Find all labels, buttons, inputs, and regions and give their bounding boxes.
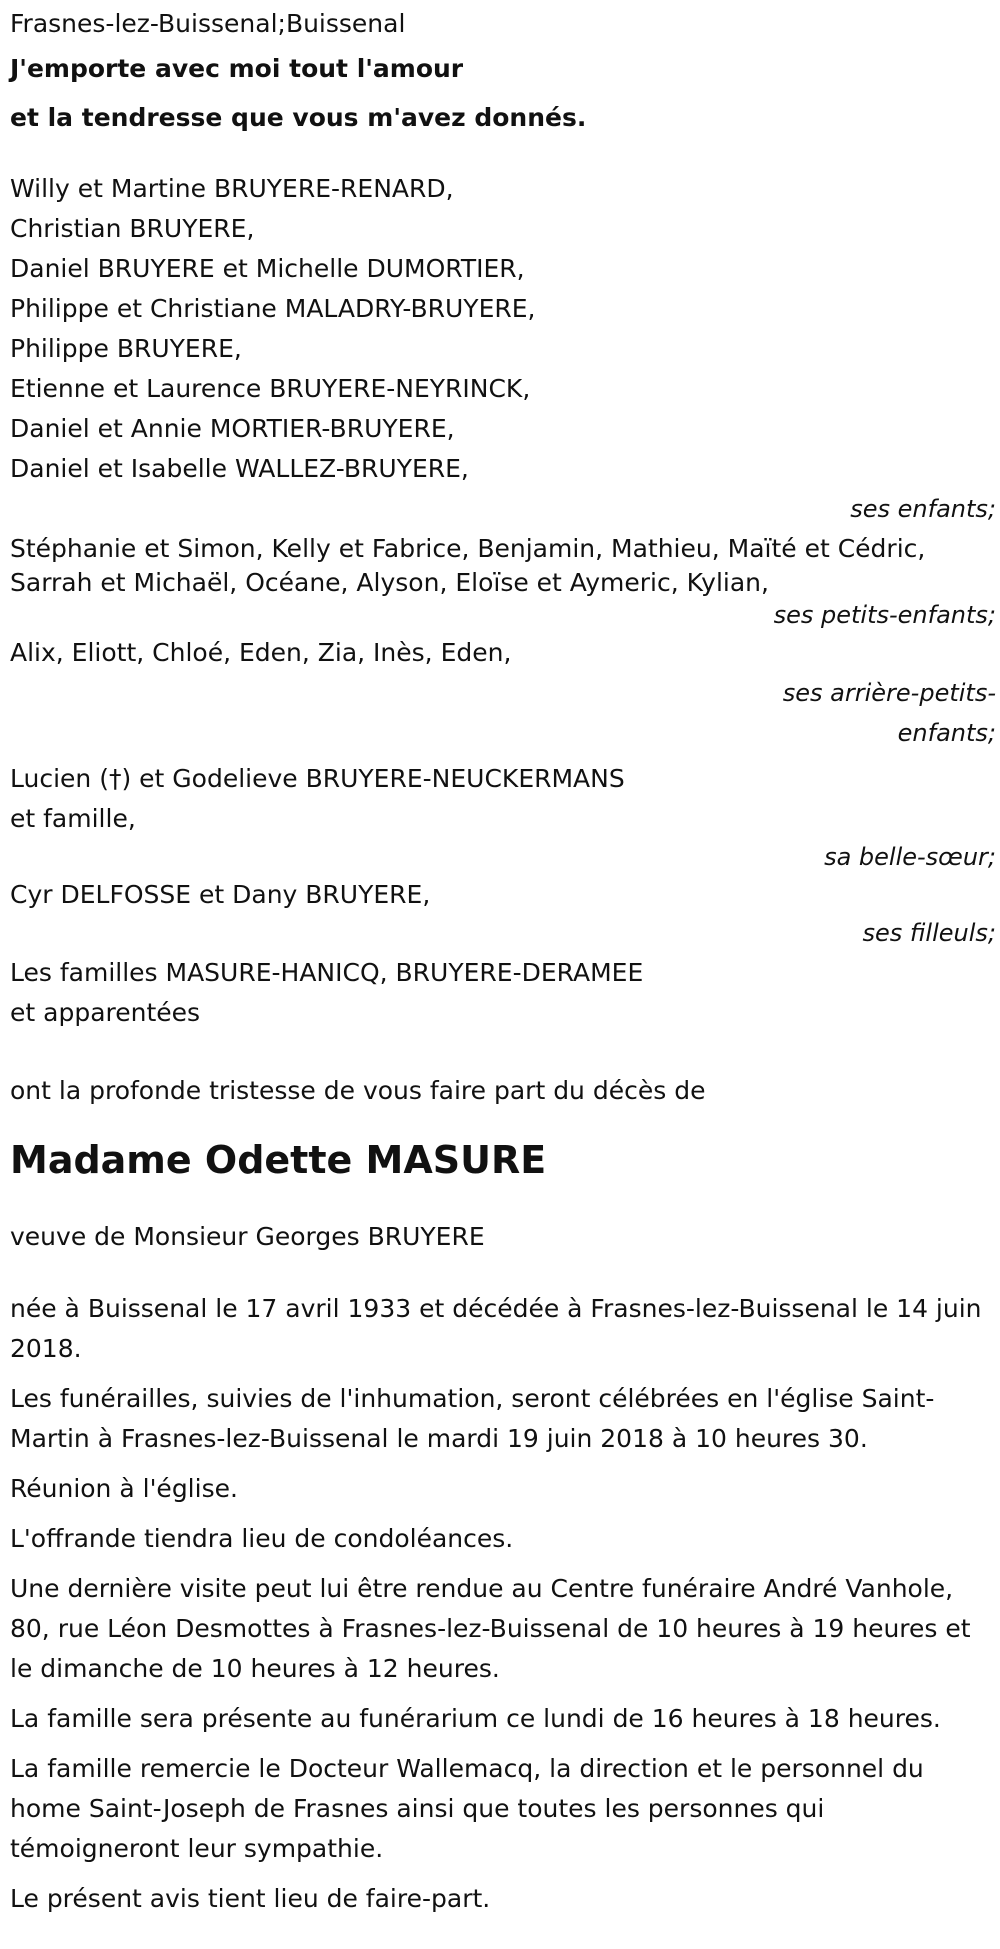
relationship-label: sa belle-sœur; [824,843,996,871]
quote-line-1: J'emporte avec moi tout l'amour [10,54,464,83]
funeral-paragraph: Les funérailles, suivies de l'inhumation, seront célébrées en l'église Saint-Martin à Frasnes-lez-Buissenal le mardi 19 juin 2018 à 10 heures 30. [10,1384,935,1453]
family-member-line: Stéphanie et Simon, Kelly et Fabrice, Benjamin, Mathieu, Maïté et Cédric, [10,534,926,563]
family-member-line: Lucien (†) et Godelieve BRUYERE-NEUCKERMANS [10,764,625,793]
deceased-name: Madame Odette MASURE [10,1138,547,1182]
family-member-line: Alix, Eliott, Chloé, Eden, Zia, Inès, Eden, [10,638,512,667]
relationship-label: ses filleuls; [862,919,996,947]
notice-paragraph: Le présent avis tient lieu de faire-part. [10,1884,491,1913]
offering-paragraph: L'offrande tiendra lieu de condoléances. [10,1524,514,1553]
birth-death-paragraph: née à Buissenal le 17 avril 1933 et décédée à Frasnes-lez-Buissenal le 14 juin 2018. [10,1294,982,1363]
relationship-label: ses petits-enfants; [773,601,996,629]
spacer [10,1033,998,1071]
family-member-line: et apparentées [10,998,201,1027]
family-member-line: Sarrah et Michaël, Océane, Alyson, Eloïse et Aymeric, Kylian, [10,568,769,597]
widow-of-line: veuve de Monsieur Georges BRUYERE [10,1222,485,1251]
location-line: Frasnes-lez-Buissenal;Buissenal [10,9,406,38]
family-member-line: Willy et Martine BRUYERE-RENARD, [10,174,454,203]
family-member-line: et famille, [10,804,136,833]
family-member-line: Les familles MASURE-HANICQ, BRUYERE-DERAMEE [10,958,644,987]
family-member-line: Cyr DELFOSSE et Dany BRUYERE, [10,880,431,909]
obituary-notice [10,4,998,1929]
quote-line-2: et la tendresse que vous m'avez donnés. [10,103,587,132]
visit-paragraph: Une dernière visite peut lui être rendue au Centre funéraire André Vanhole, 80, rue Léon Desmottes à Frasnes-lez-Buissenal de 10 heures à 19 heures et le dimanche de 10 heures à 12 heures. [10,1574,971,1683]
spacer [10,142,998,169]
relationship-label: ses enfants; [850,495,996,523]
relationship-label: enfants; [897,719,996,747]
family-member-line: Philippe et Christiane MALADRY-BRUYERE, [10,294,536,323]
family-member-line: Philippe BRUYERE, [10,334,242,363]
thanks-paragraph: La famille remercie le Docteur Wallemacq, la direction et le personnel du home Saint-Joseph de Frasnes ainsi que toutes les personnes qui témoigneront leur sympathie. [10,1754,924,1863]
announcement-intro: ont la profonde tristesse de vous faire part du décès de [10,1076,706,1105]
family-member-line: Christian BRUYERE, [10,214,255,243]
relationship-label: ses arrière-petits- [782,679,996,707]
family-member-line: Etienne et Laurence BRUYERE-NEYRINCK, [10,374,531,403]
family-member-line: Daniel et Annie MORTIER-BRUYERE, [10,414,455,443]
family-member-line: Daniel et Isabelle WALLEZ-BRUYERE, [10,454,469,483]
meeting-paragraph: Réunion à l'église. [10,1474,238,1503]
family-presence-paragraph: La famille sera présente au funérarium ce lundi de 16 heures à 18 heures. [10,1704,941,1733]
family-member-line: Daniel BRUYERE et Michelle DUMORTIER, [10,254,525,283]
